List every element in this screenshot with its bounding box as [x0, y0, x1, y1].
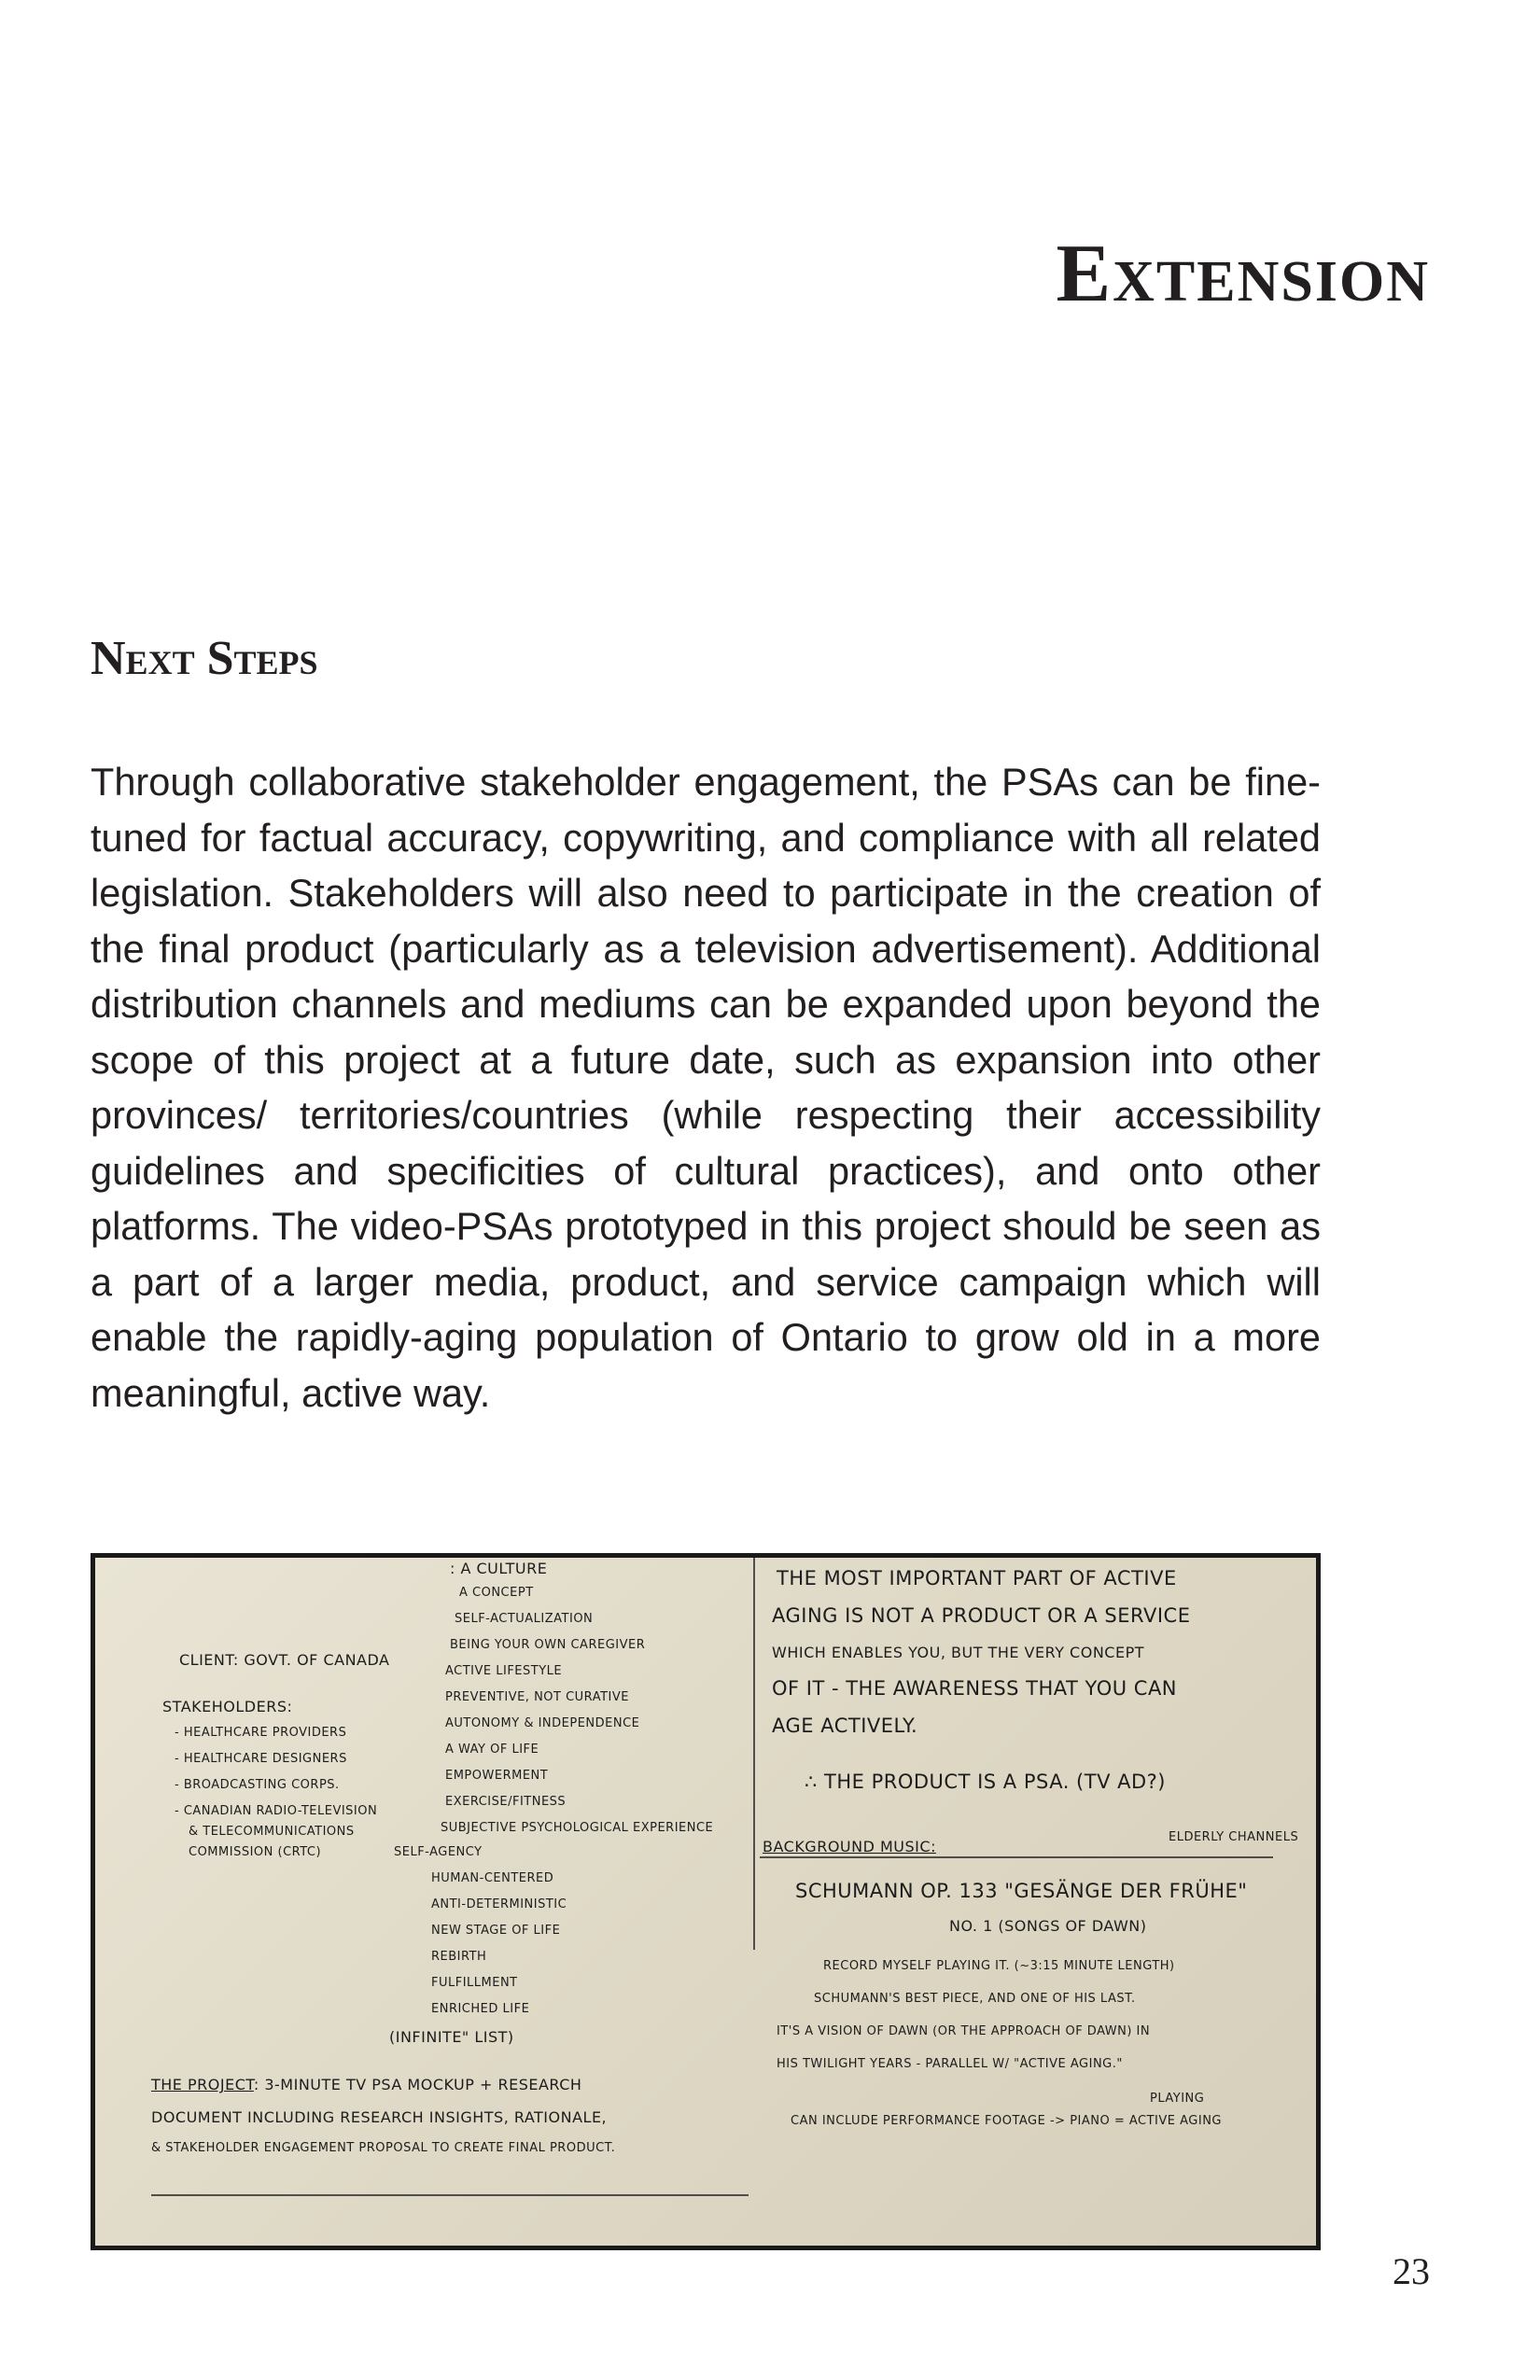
body-paragraph: Through collaborative stakeholder engagement, the PSAs can be fine-tuned for factual accuracy, copywriting, and compliance with all related legislation. Stakeholders will also need to participate in the creation of the final product (particularly as a television advertisement). Additional distribution channels and mediums can be expanded upon beyond the scope of this project at a future date, such as expansion into other provinces/ territories/countries (while respecting their accessibility guidelines and specificities of cultural practices), and onto other platforms. The video-PSAs prototyped in this project should be seen as a part of a larger media, product, and service campaign which will enable the rapidly-aging population of Ontario to grow old in a more meaningful, active way.: [91, 760, 1321, 1415]
wb-concept: ACTIVE LIFESTYLE: [445, 1664, 563, 1678]
wb-stakeholder: - HEALTHCARE DESIGNERS: [175, 1752, 347, 1766]
wb-concept: REBIRTH: [431, 1950, 487, 1964]
wb-concept: ANTI-DETERMINISTIC: [431, 1897, 567, 1911]
wb-music-line: RECORD MYSELF PLAYING IT. (~3:15 MINUTE LENGTH): [823, 1959, 1175, 1973]
wb-stakeholder: & TELECOMMUNICATIONS: [189, 1825, 355, 1839]
wb-top-left: : A CULTURE: [450, 1560, 548, 1577]
whiteboard-rule: [151, 2194, 749, 2196]
page-number: 23: [1393, 2250, 1430, 2292]
wb-music-line: SCHUMANN'S BEST PIECE, AND ONE OF HIS LAST.: [814, 1992, 1136, 2006]
wb-right-line: AGING IS NOT A PRODUCT OR A SERVICE: [772, 1604, 1191, 1627]
wb-concept: ENRICHED LIFE: [431, 2002, 530, 2016]
wb-stakeholders-title: STAKEHOLDERS:: [162, 1698, 293, 1715]
wb-concept: FULFILLMENT: [431, 1976, 518, 1990]
wb-project-label: THE PROJECT: [151, 2076, 254, 2093]
whiteboard-rule: [760, 1856, 1273, 1858]
wb-concept: AUTONOMY & INDEPENDENCE: [445, 1716, 640, 1730]
wb-right-line: OF IT - THE AWARENESS THAT YOU CAN: [772, 1677, 1178, 1700]
whiteboard-divider: [753, 1558, 755, 1950]
wb-concept: PREVENTIVE, NOT CURATIVE: [445, 1690, 629, 1704]
wb-music-line: PLAYING: [1150, 2092, 1205, 2106]
whiteboard: [95, 1558, 1316, 2246]
wb-elderly-channels: ELDERLY CHANNELS: [1169, 1830, 1299, 1844]
wb-music-label: BACKGROUND MUSIC:: [763, 1838, 936, 1855]
whiteboard-photo: [91, 1553, 1321, 2250]
wb-concept: EMPOWERMENT: [445, 1769, 549, 1783]
wb-concept: A CONCEPT: [459, 1586, 534, 1600]
wb-project-line: & STAKEHOLDER ENGAGEMENT PROPOSAL TO CREATE FINAL PRODUCT.: [151, 2141, 616, 2155]
wb-music-line: CAN INCLUDE PERFORMANCE FOOTAGE -> PIANO = ACTIVE AGING: [791, 2114, 1222, 2128]
wb-stakeholder: - BROADCASTING CORPS.: [175, 1778, 340, 1792]
chapter-title: Extension: [1056, 229, 1430, 319]
wb-stakeholder: - CANADIAN RADIO-TELEVISION: [175, 1804, 378, 1818]
wb-stakeholder: - HEALTHCARE PROVIDERS: [175, 1726, 347, 1740]
wb-project-line: : 3-MINUTE TV PSA MOCKUP + RESEARCH: [253, 2076, 582, 2093]
wb-concept: A WAY OF LIFE: [445, 1743, 539, 1757]
wb-music-line: HIS TWILIGHT YEARS - PARALLEL W/ "ACTIVE AGING.": [777, 2057, 1123, 2071]
wb-concept: SELF-ACTUALIZATION: [455, 1612, 594, 1626]
wb-stakeholder: COMMISSION (CRTC): [189, 1845, 322, 1859]
wb-concept: NEW STAGE OF LIFE: [431, 1924, 561, 1938]
wb-right-line: WHICH ENABLES YOU, BUT THE VERY CONCEPT: [772, 1644, 1144, 1661]
wb-music-line: IT'S A VISION OF DAWN (OR THE APPROACH OF DAWN) IN: [777, 2024, 1151, 2038]
wb-concept: SUBJECTIVE PSYCHOLOGICAL EXPERIENCE: [441, 1821, 714, 1835]
wb-music-sub: NO. 1 (SONGS OF DAWN): [949, 1917, 1147, 1935]
wb-concept: SELF-AGENCY: [394, 1845, 483, 1859]
section-title: Next Steps: [91, 632, 318, 685]
wb-concept: HUMAN-CENTERED: [431, 1871, 554, 1885]
wb-right-line: AGE ACTIVELY.: [772, 1715, 918, 1737]
wb-right-line: THE MOST IMPORTANT PART OF ACTIVE: [777, 1567, 1177, 1589]
wb-music-title: SCHUMANN OP. 133 "GESÄNGE DER FRÜHE": [795, 1880, 1248, 1902]
wb-product-line: ∴ THE PRODUCT IS A PSA. (TV AD?): [805, 1771, 1166, 1793]
wb-infinite-list: (INFINITE" LIST): [389, 2028, 514, 2046]
wb-client: CLIENT: GOVT. OF CANADA: [179, 1651, 390, 1669]
wb-concept: EXERCISE/FITNESS: [445, 1795, 567, 1809]
wb-project-line: DOCUMENT INCLUDING RESEARCH INSIGHTS, RATIONALE,: [151, 2108, 608, 2126]
wb-concept: BEING YOUR OWN CAREGIVER: [450, 1638, 646, 1652]
